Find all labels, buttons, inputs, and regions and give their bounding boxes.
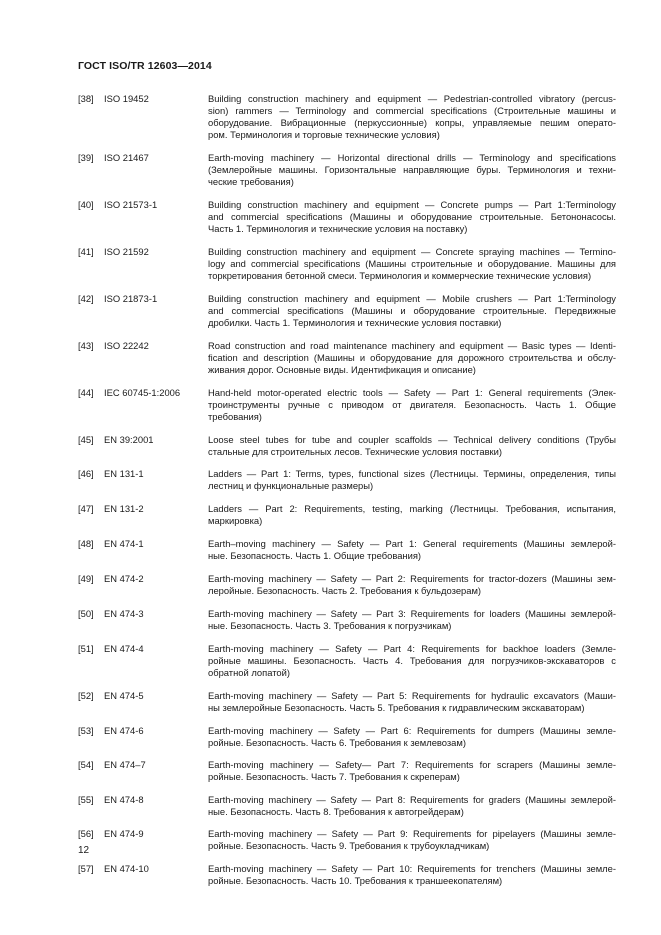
reference-entry [78,434,616,458]
reference-entry [78,794,616,818]
reference-list [78,93,616,887]
reference-description [208,725,616,749]
reference-number: [57] [78,863,94,874]
reference-number: [51] [78,643,94,654]
reference-number: [52] [78,690,94,701]
reference-description-line: ройные. Безопасность. Часть 9. Требования к трубоукладчикам) [208,840,490,851]
reference-description [208,468,616,492]
reference-description-line: обратной лопатой) [208,667,290,678]
reference-description-line: and commercial specifications (Машины и оборудование строительные. Бетононасосы. [208,211,616,222]
reference-code: IEC 60745-1:2006 [104,387,181,398]
reference-description [208,434,616,458]
reference-description-line: Road construction and road maintenance machinery and equipment — Basic types — Identi- [208,340,616,351]
reference-description-line: Loose steel tubes for tube and coupler scaffolds — Technical delivery conditions (Трубы [208,434,616,445]
reference-description [208,828,616,852]
reference-number: [56] [78,828,94,839]
reference-code: EN 39:2001 [104,434,154,445]
reference-description-line: Ladders — Part 1: Terms, types, functional sizes (Лестницы. Термины, определения, типы [208,468,616,479]
reference-entry [78,199,616,235]
reference-description-line: Earth-moving machinery — Safety — Part 4: Requirements for backhoe loaders (Земле- [208,643,616,654]
reference-description-line: Ladders — Part 2: Requirements, testing, marking (Лестницы. Требования, испытания, [208,503,616,514]
reference-entry [78,387,616,423]
reference-description-line: logy and commercial specifications (Машины строительные и оборудование. Машины для [208,258,616,269]
reference-description [208,573,616,597]
reference-description [208,293,616,329]
reference-number: [42] [78,293,94,304]
reference-description-line: (Землеройные машины. Горизонтальные направляющие буры. Терминология и техни- [208,164,616,175]
reference-description-line: ройные. Безопасность. Часть 6. Требования к землевозам) [208,737,466,748]
reference-description-line: ные. Безопасность. Часть 3. Требования к погрузчикам) [208,620,452,631]
reference-number: [47] [78,503,94,514]
reference-description-line: ны землеройные Безопасность. Часть 5. Требования к гидравлическим экскаваторам) [208,702,585,713]
reference-entry [78,293,616,329]
reference-description-line: Hand-held motor-operated electric tools — Safety — Part 1: General requirements (Элек- [208,387,616,398]
reference-description-line: оборудование. Вибрационные (перкуссионные) копры, управляемые пешим операто- [208,117,616,128]
reference-entry [78,340,616,376]
reference-entry [78,152,616,188]
reference-description-line: sion) rammers — Terminology and commercial specifications (Строительные машины и [208,105,616,116]
reference-description-line: Earth-moving machinery — Safety — Part 10: Requirements for trenchers (Машины земле- [208,863,616,874]
reference-number: [38] [78,93,94,104]
reference-code: EN 474-2 [104,573,144,584]
reference-description-line: Earth-moving machinery — Safety — Part 3: Requirements for loaders (Машины землерой- [208,608,616,619]
reference-description [208,152,616,188]
reference-description-line: Earth-moving machinery — Safety — Part 2: Requirements for tractor-dozers (Машины зем- [208,573,616,584]
reference-description-line: троинструменты ручные с приводом от двигателя. Безопасность. Часть 1. Общие [208,399,616,410]
reference-entry [78,573,616,597]
reference-description-line: живания дорог. Основные виды. Идентификация и описание) [208,364,476,375]
reference-entry [78,608,616,632]
reference-code: EN 474-3 [104,608,144,619]
reference-code: EN 474-1 [104,538,144,549]
reference-description-line: лестниц и функциональные размеры) [208,480,374,491]
reference-number: [54] [78,759,94,770]
reference-entry [78,538,616,562]
reference-number: [44] [78,387,94,398]
reference-description-line: Earth–moving machinery — Safety — Part 1: General requirements (Машины землерой- [208,538,616,549]
reference-entry [78,828,616,852]
reference-description-line: Building construction machinery and equipment — Mobile crushers — Part 1:Terminology [208,293,616,304]
reference-description [208,340,616,376]
reference-number: [40] [78,199,94,210]
reference-entry [78,503,616,527]
reference-entry [78,725,616,749]
reference-description [208,794,616,818]
reference-description-line: and commercial specifications (Машины и оборудование строительные. Передвижные [208,305,616,316]
reference-entry [78,468,616,492]
reference-description [208,690,616,714]
reference-description-line: ные. Безопасность. Часть 8. Требования к автогрейдерам) [208,806,464,817]
reference-number: [55] [78,794,94,805]
reference-number: [48] [78,538,94,549]
reference-code: EN 474-6 [104,725,144,736]
reference-code: EN 474–7 [104,759,146,770]
reference-code: ISO 19452 [104,93,149,104]
reference-description [208,608,616,632]
reference-code: EN 474-5 [104,690,144,701]
reference-description-line: ройные машины. Безопасность. Часть 4. Требования для погрузчиков-экскаваторов с [208,655,616,666]
page-number: 12 [78,845,90,856]
reference-entry [78,863,616,887]
reference-code: ISO 22242 [104,340,149,351]
reference-number: [53] [78,725,94,736]
reference-description [208,643,616,679]
reference-description-line: Часть 1. Терминология и технические условия на поставку) [208,223,468,234]
reference-description [208,538,616,562]
reference-description-line: ные. Безопасность. Часть 1. Общие требования) [208,550,422,561]
reference-description-line: ческие требования) [208,176,294,187]
reference-description [208,93,616,141]
reference-description-line: Earth-moving machinery — Safety — Part 8: Requirements for graders (Машины землерой- [208,794,616,805]
reference-code: ISO 21467 [104,152,149,163]
document-header: ГОСТ ISO/TR 12603—2014 [78,60,212,72]
reference-description-line: Earth-moving machinery — Horizontal directional drills — Terminology and specifications [208,152,616,163]
reference-code: EN 474-4 [104,643,144,654]
reference-description-line: стальные для строительных лесов. Технические условия поставки) [208,446,503,457]
reference-code: EN 131-2 [104,503,144,514]
reference-description-line: требования) [208,411,262,422]
reference-description-line: ром. Терминология и торговые технические условия) [208,129,440,140]
reference-description [208,503,616,527]
reference-number: [39] [78,152,94,163]
reference-number: [50] [78,608,94,619]
reference-number: [49] [78,573,94,584]
reference-description-line: ройные. Безопасность. Часть 10. Требования к траншеекопателям) [208,875,503,886]
reference-entry [78,759,616,783]
reference-code: EN 474-10 [104,863,149,874]
reference-code: ISO 21873-1 [104,293,158,304]
reference-code: ISO 21573-1 [104,199,158,210]
reference-description-line: Building construction machinery and equipment — Concrete spraying machines — Termino- [208,246,616,257]
reference-description-line: fication and description (Машины и оборудование для дорожного строительства и обслу- [208,352,616,363]
reference-number: [41] [78,246,94,257]
reference-description [208,759,616,783]
reference-description-line: Earth-moving machinery — Safety — Part 9: Requirements for pipelayers (Машины земле- [208,828,616,839]
reference-entry [78,246,616,282]
reference-description-line: Building construction machinery and equipment — Pedestrian-controlled vibratory (percus- [208,93,616,104]
reference-entry [78,643,616,679]
reference-entry [78,93,616,141]
reference-entry [78,690,616,714]
reference-code: EN 474-9 [104,828,144,839]
reference-description-line: Earth-moving machinery — Safety — Part 6: Requirements for dumpers (Машины земле- [208,725,616,736]
reference-number: [45] [78,434,94,445]
reference-description-line: Earth-moving machinery — Safety — Part 5: Requirements for hydraulic excavators (Маши- [208,690,616,701]
reference-code: ISO 21592 [104,246,149,257]
reference-description [208,387,616,423]
reference-number: [43] [78,340,94,351]
reference-description-line: Earth-moving machinery — Safety— Part 7: Requirements for scrapers (Машины земле- [208,759,616,770]
reference-description [208,199,616,235]
reference-description-line: ройные. Безопасность. Часть 7. Требования к скреперам) [208,771,460,782]
reference-description-line: дробилки. Часть 1. Терминология и технические условия поставки) [208,317,502,328]
reference-number: [46] [78,468,94,479]
reference-description-line: Building construction machinery and equipment — Concrete pumps — Part 1:Terminology [208,199,616,210]
reference-description [208,863,616,887]
reference-code: EN 131-1 [104,468,144,479]
reference-description-line: маркировка) [208,515,263,526]
reference-description-line: торкретирования бетонной смеси. Терминология и коммерческие технические условия) [208,270,592,281]
reference-description-line: леройные. Безопасность. Часть 2. Требования к бульдозерам) [208,585,482,596]
reference-description [208,246,616,282]
reference-code: EN 474-8 [104,794,144,805]
